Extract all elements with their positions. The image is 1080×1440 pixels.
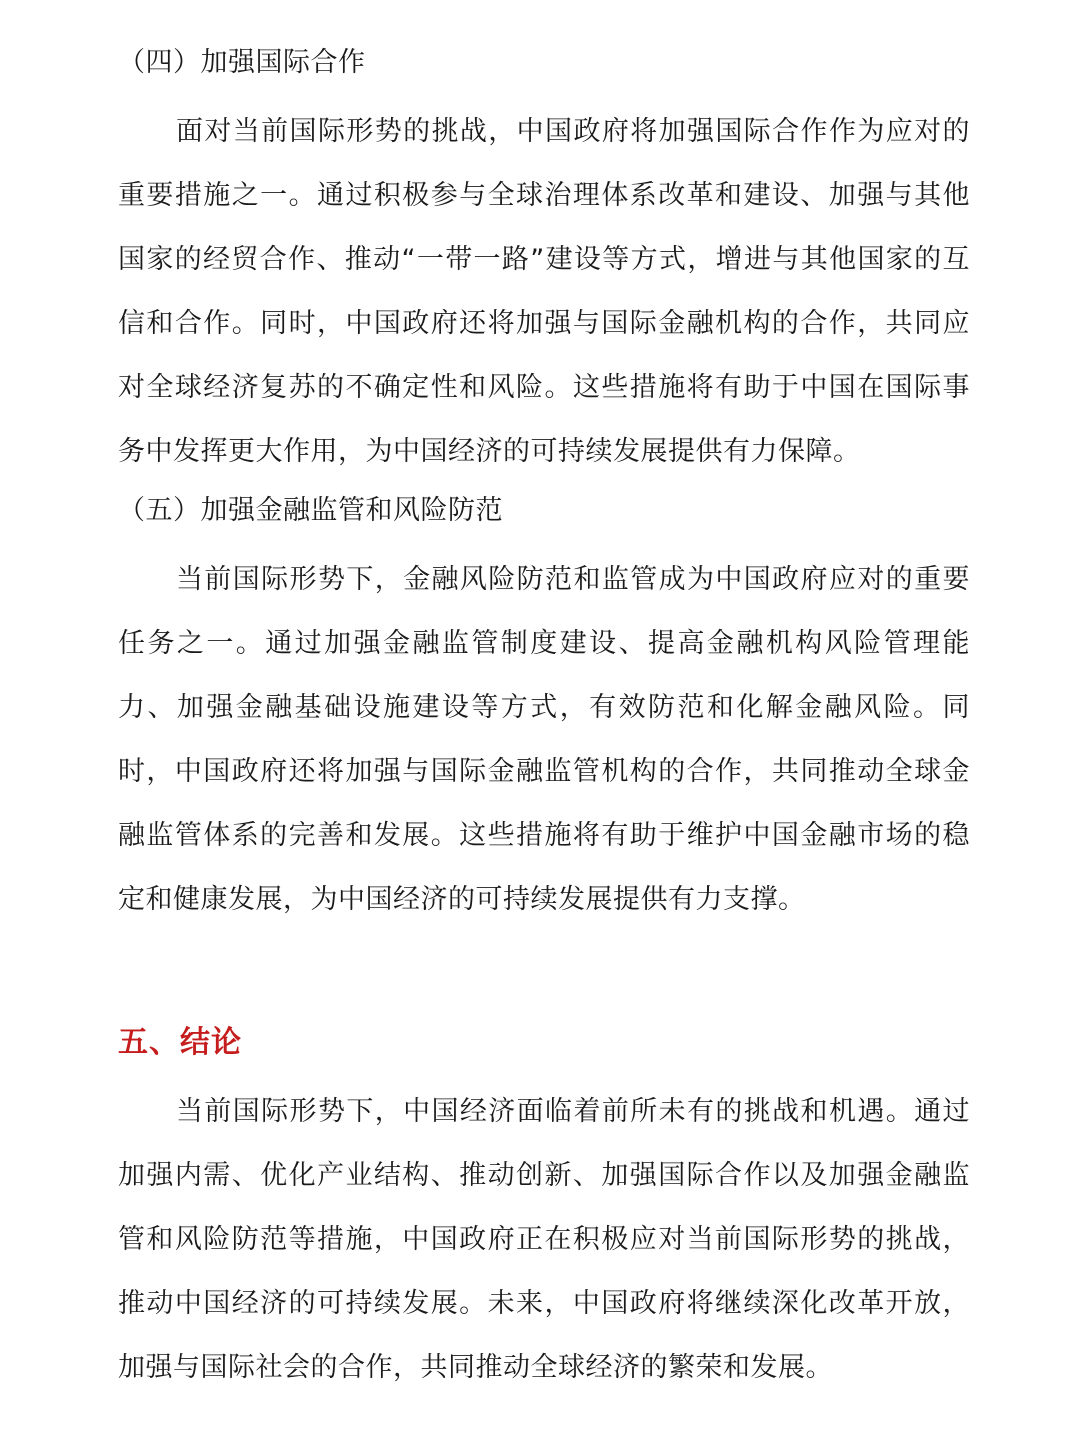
subsection-heading-international-cooperation: （四）加强国际合作 <box>118 47 366 78</box>
spacer <box>118 1070 970 1080</box>
section-heading-conclusion: 五、结论 <box>118 1025 242 1060</box>
spacer <box>118 538 970 548</box>
spacer <box>118 90 970 100</box>
paragraph-international-cooperation: 面对当前国际形势的挑战，中国政府将加强国际合作作为应对的重要措施之一。通过积极参与全球治理体系改革和建设、加强与其他国家的经贸合作、推动“一带一路”建设等方式，增进与其他国家的互信和合作。同时，中国政府还将加强与国际金融机构的合作，共同应对全球经济复苏的不确定性和风险。这些措施将有助于中国在国际事务中发挥更大作用，为中国经济的可持续发展提供有力保障。 <box>118 116 970 467</box>
spacer <box>118 932 970 1016</box>
document-body <box>118 36 970 1400</box>
paragraph-financial-regulation: 当前国际形势下，金融风险防范和监管成为中国政府应对的重要任务之一。通过加强金融监管制度建设、提高金融机构风险管理能力、加强金融基础设施建设等方式，有效防范和化解金融风险。同时，中国政府还将加强与国际金融监管机构的合作，共同推动全球金融监管体系的完善和发展。这些措施将有助于维护中国金融市场的稳定和健康发展，为中国经济的可持续发展提供有力支撑。 <box>118 564 970 915</box>
subsection-heading-financial-regulation: （五）加强金融监管和风险防范 <box>118 495 503 526</box>
paragraph-conclusion: 当前国际形势下，中国经济面临着前所未有的挑战和机遇。通过加强内需、优化产业结构、推动创新、加强国际合作以及加强金融监管和风险防范等措施，中国政府正在积极应对当前国际形势的挑战，推动中国经济的可持续发展。未来，中国政府将继续深化改革开放，加强与国际社会的合作，共同推动全球经济的繁荣和发展。 <box>118 1096 970 1383</box>
